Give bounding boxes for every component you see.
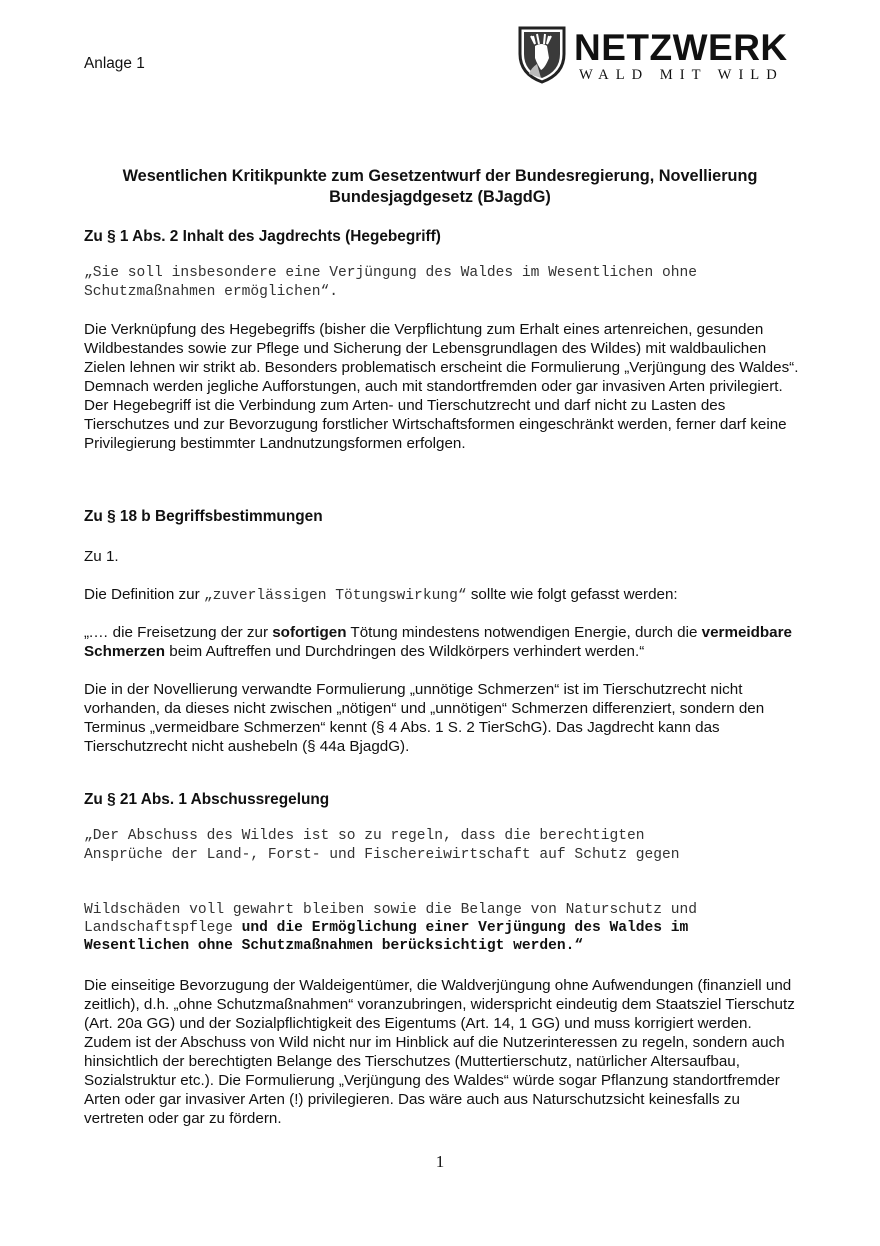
definition-quote xyxy=(84,623,800,661)
quote-bold-1: sofortigen xyxy=(272,624,347,641)
paragraph-3: Die einseitige Bevorzugung der Waldeigentümer, die Waldverjüngung ohne Aufwendungen (finanziell und zeitlich), d.h. „ohne Schutzmaßnahmen“ voranzubringen, widerspricht eindeutig dem Staatsziel Tierschutz (Art. 20a GG) und der Sozialpflichtigkeit des Eigentums (Art. 14, 1 GG) und muss korrigiert werden. Zudem ist der Abschuss von Wild nicht nur im Hinblick auf die Nutzerinteressen zu regeln, sondern auch hinsichtlich der berechtigten Belange des Tierschutzes (Muttertierschutz, natürlicher Altersaufbau, Sozialstruktur etc.). Die Formulierung „Verjüngung des Waldes“ würde sogar Pflanzung standortfremder Arten oder gar invasiver Arten (!) privilegieren. Das wäre auch aus Naturschutzsicht keinesfalls zu vertreten oder gar zu fördern. xyxy=(84,977,795,1127)
annex-label: Anlage 1 xyxy=(84,55,145,72)
definition-pre: Die Definition zur xyxy=(84,586,204,603)
quote-part-3: beim Auftreffen und Durchdringen des Wildkörpers verhindert werden.“ xyxy=(165,643,645,660)
quote-1-line-2: Schutzmaßnahmen ermöglichen“. xyxy=(84,284,338,300)
quote-3-line-1: „Der Abschuss des Wildes ist so zu regeln, dass die berechtigten xyxy=(84,828,645,844)
definition-sentence xyxy=(84,585,678,606)
quote-3-line-4-plain: Landschaftspflege xyxy=(84,920,242,936)
quote-3-line-4 xyxy=(84,919,688,937)
quote-3-line-3: Wildschäden voll gewahrt bleiben sowie die Belange von Naturschutz und xyxy=(84,902,698,918)
quote-part-1: „.… die Freisetzung der zur xyxy=(84,624,273,641)
quote-part-2: Tötung mindestens notwendigen Energie, durch die xyxy=(346,624,702,641)
quote-1-line-1: „Sie soll insbesondere eine Verjüngung des Waldes im Wesentlichen ohne xyxy=(84,265,698,281)
paragraph-2: Die in der Novellierung verwandte Formulierung „unnötige Schmerzen“ ist im Tierschutzrecht nicht vorhanden, da dieses nicht zwischen „nötigen“ und „unnötigen“ Schmerzen differenziert, sondern den Terminus „vermeidbare Schmerzen“ kennt (§ 4 Abs. 1 S. 2 TierSchG). Das Jagdrecht kann das Tierschutzrecht nicht aushebeln (§ 44a BjagdG). xyxy=(84,681,765,755)
quote-3-line-5: Wesentlichen ohne Schutzmaßnahmen berücksichtigt werden.“ xyxy=(84,938,584,954)
sub-heading-zu-1: Zu 1. xyxy=(84,548,119,565)
paragraph-1: Die Verknüpfung des Hegebegriffs (bisher die Verpflichtung zum Erhalt eines artenreichen, gesunden Wildbestandes sowie zur Pflege und Sicherung der Lebensgrundlagen des Wildes) mit waldbaulichen Zielen lehnen wir strikt ab. Besonders problematisch erscheint die Formulierung „Verjüngung des Waldes“. Demnach werden jegliche Aufforstungen, auch mit standortfremden oder gar invasiven Arten privilegiert. Der Hegebegriff ist die Verbindung zum Arten- und Tierschutzrecht und darf nicht zu Lasten des Tierschutzes und zur Bevorzugung forstlicher Wirtschaftsformen eingeschränkt werden, ferner darf keine Privilegierung bestimmter Landnutzungsformen erfolgen. xyxy=(84,321,799,452)
logo-name: NETZWERK xyxy=(574,27,788,68)
page-number: 1 xyxy=(435,1152,445,1171)
definition-term: „zuverlässigen Tötungswirkung“ xyxy=(203,588,467,604)
section-heading-2: Zu § 18 b Begriffsbestimmungen xyxy=(84,508,323,525)
section-heading-1: Zu § 1 Abs. 2 Inhalt des Jagdrechts (Hegebegriff) xyxy=(84,228,441,245)
quote-bold-2: vermeidbare Schmerzen xyxy=(84,624,792,660)
logo xyxy=(517,24,797,86)
definition-post: sollte wie folgt gefasst werden: xyxy=(466,586,678,603)
quote-3-line-4-bold: und die Ermöglichung einer Verjüngung des Waldes im xyxy=(241,920,689,936)
section-heading-3: Zu § 21 Abs. 1 Abschussregelung xyxy=(84,791,330,808)
page-title: Wesentlichen Kritikpunkte zum Gesetzentwurf der Bundesregierung, Novellierung Bundesjagdgesetz (BJagdG) xyxy=(122,167,758,206)
logo-tagline: WALD MIT WILD xyxy=(579,67,784,83)
quote-3-line-2: Ansprüche der Land-, Forst- und Fischereiwirtschaft auf Schutz gegen xyxy=(84,847,680,863)
deer-shield-icon xyxy=(517,24,567,84)
